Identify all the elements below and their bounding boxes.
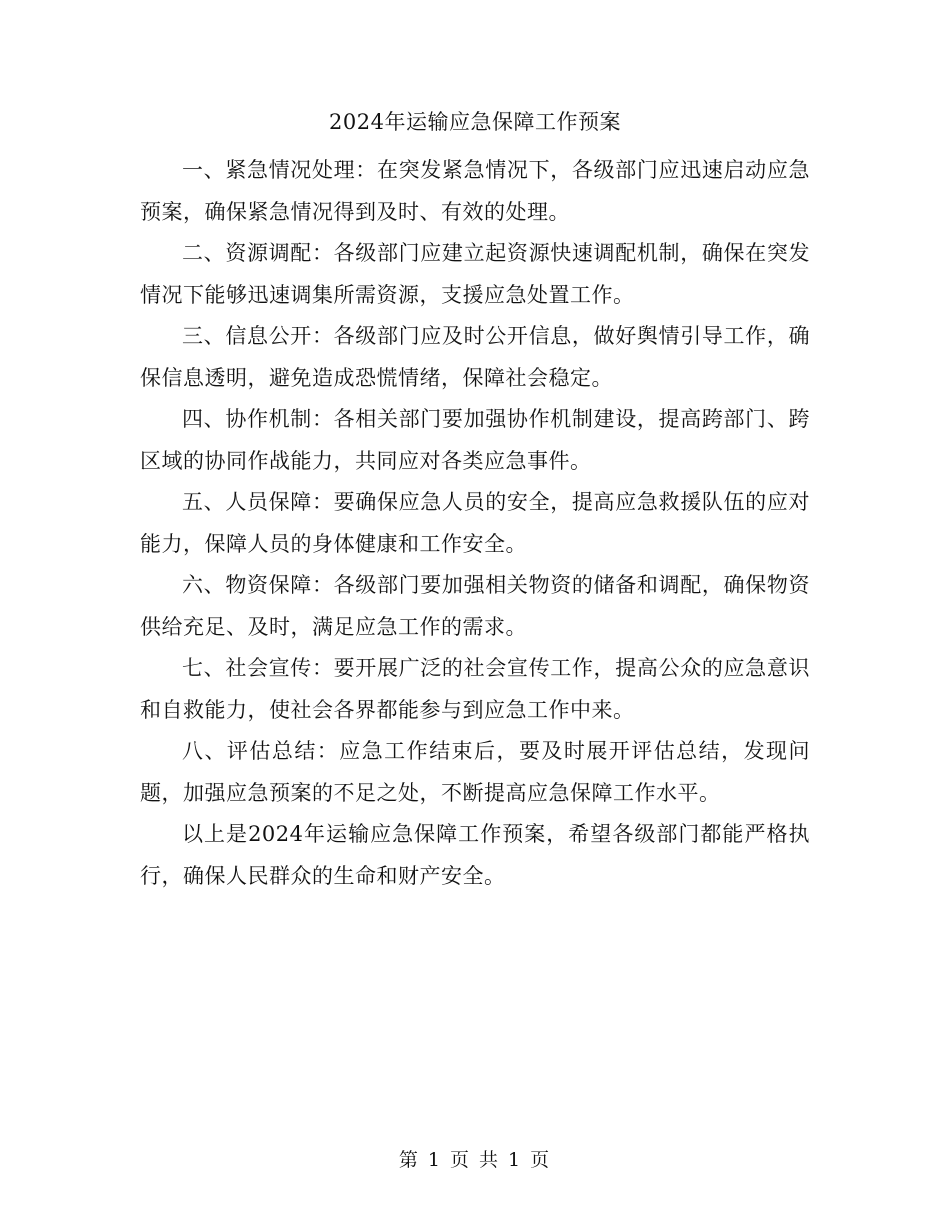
paragraph-cooperation-mechanism: 四、协作机制：各相关部门要加强协作机制建设，提高跨部门、跨区域的协同作战能力，共同应对各类应急事件。: [140, 407, 810, 473]
paragraph-public-outreach: 七、社会宣传：要开展广泛的社会宣传工作，提高公众的应急意识和自救能力，使社会各界都能参与到应急工作中来。: [140, 656, 810, 722]
paragraph-material-supply: 六、物资保障：各级部门要加强相关物资的储备和调配，确保物资供给充足、及时，满足应急工作的需求。: [140, 573, 810, 639]
paragraph-personnel-protection: 五、人员保障：要确保应急人员的安全，提高应急救援队伍的应对能力，保障人员的身体健康和工作安全。: [140, 490, 810, 556]
paragraph-emergency-handling: 一、紧急情况处理：在突发紧急情况下，各级部门应迅速启动应急预案，确保紧急情况得到及时、有效的处理。: [140, 158, 810, 224]
paragraph-conclusion: 以上是2024年运输应急保障工作预案，希望各级部门都能严格执行，确保人民群众的生命和财产安全。: [140, 822, 810, 888]
document-title: 2024年运输应急保障工作预案: [329, 110, 621, 134]
paragraph-resource-allocation: 二、资源调配：各级部门应建立起资源快速调配机制，确保在突发情况下能够迅速调集所需资源，支援应急处置工作。: [140, 241, 810, 307]
page-number-footer: 第 1 页 共 1 页: [398, 1149, 552, 1171]
document-body: [140, 150, 810, 897]
paragraph-evaluation-summary: 八、评估总结：应急工作结束后，要及时展开评估总结，发现问题，加强应急预案的不足之处，不断提高应急保障工作水平。: [140, 739, 810, 805]
paragraph-information-disclosure: 三、信息公开：各级部门应及时公开信息，做好舆情引导工作，确保信息透明，避免造成恐慌情绪，保障社会稳定。: [140, 324, 810, 390]
